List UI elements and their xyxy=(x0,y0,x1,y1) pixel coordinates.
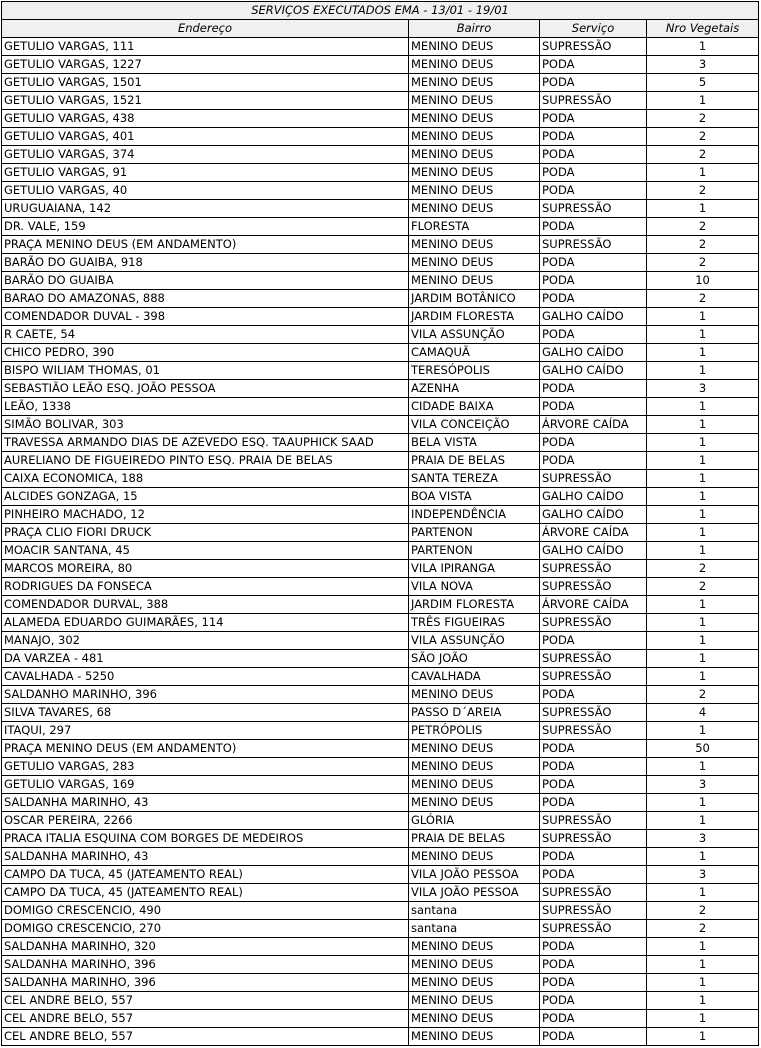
cell-bairro: INDEPENDÊNCIA xyxy=(409,506,540,524)
table-title: SERVIÇOS EXECUTADOS EMA - 13/01 - 19/01 xyxy=(2,2,759,20)
cell-bairro: SANTA TEREZA xyxy=(409,470,540,488)
cell-bairro: AZENHA xyxy=(409,380,540,398)
cell-servico: GALHO CAÍDO xyxy=(540,506,647,524)
cell-bairro: GLÓRIA xyxy=(409,812,540,830)
cell-servico: ÁRVORE CAÍDA xyxy=(540,596,647,614)
table-row xyxy=(2,686,759,704)
cell-servico: PODA xyxy=(540,776,647,794)
cell-endereco: MOACIR SANTANA, 45 xyxy=(2,542,409,560)
cell-endereco: SALDANHA MARINHO, 43 xyxy=(2,848,409,866)
table-row xyxy=(2,974,759,992)
cell-endereco: GETULIO VARGAS, 169 xyxy=(2,776,409,794)
table-row xyxy=(2,758,759,776)
cell-endereco: MARCOS MOREIRA, 80 xyxy=(2,560,409,578)
table-row xyxy=(2,506,759,524)
table-row xyxy=(2,542,759,560)
cell-bairro: santana xyxy=(409,902,540,920)
cell-servico: PODA xyxy=(540,254,647,272)
cell-bairro: PETRÓPOLIS xyxy=(409,722,540,740)
cell-endereco: CEL ANDRE BELO, 557 xyxy=(2,1028,409,1046)
table-row xyxy=(2,740,759,758)
cell-bairro: MENINO DEUS xyxy=(409,164,540,182)
table-row xyxy=(2,938,759,956)
cell-bairro: BOA VISTA xyxy=(409,488,540,506)
cell-nro-vegetais: 1 xyxy=(647,992,759,1010)
cell-endereco: SEBASTIÃO LEÃO ESQ. JOÃO PESSOA xyxy=(2,380,409,398)
cell-nro-vegetais: 2 xyxy=(647,686,759,704)
cell-nro-vegetais: 3 xyxy=(647,830,759,848)
cell-servico: PODA xyxy=(540,434,647,452)
cell-nro-vegetais: 3 xyxy=(647,380,759,398)
cell-nro-vegetais: 1 xyxy=(647,848,759,866)
cell-endereco: GETULIO VARGAS, 40 xyxy=(2,182,409,200)
cell-servico: PODA xyxy=(540,632,647,650)
cell-bairro: TRÊS FIGUEIRAS xyxy=(409,614,540,632)
cell-nro-vegetais: 1 xyxy=(647,416,759,434)
cell-endereco: CAIXA ECONOMICA, 188 xyxy=(2,470,409,488)
cell-nro-vegetais: 2 xyxy=(647,182,759,200)
column-header-bairro: Bairro xyxy=(409,20,540,38)
cell-servico: PODA xyxy=(540,182,647,200)
table-row xyxy=(2,668,759,686)
cell-bairro: MENINO DEUS xyxy=(409,272,540,290)
table-row xyxy=(2,470,759,488)
table-row xyxy=(2,362,759,380)
cell-bairro: MENINO DEUS xyxy=(409,974,540,992)
table-row xyxy=(2,884,759,902)
table-row xyxy=(2,848,759,866)
cell-nro-vegetais: 1 xyxy=(647,938,759,956)
cell-bairro: MENINO DEUS xyxy=(409,56,540,74)
cell-nro-vegetais: 1 xyxy=(647,650,759,668)
cell-bairro: VILA JOÃO PESSOA xyxy=(409,884,540,902)
cell-bairro: VILA NOVA xyxy=(409,578,540,596)
cell-endereco: BARAO DO AMAZONAS, 888 xyxy=(2,290,409,308)
table-row xyxy=(2,110,759,128)
cell-servico: PODA xyxy=(540,452,647,470)
cell-endereco: DOMIGO CRESCENCIO, 270 xyxy=(2,920,409,938)
cell-nro-vegetais: 1 xyxy=(647,1010,759,1028)
cell-nro-vegetais: 1 xyxy=(647,200,759,218)
cell-bairro: PRAIA DE BELAS xyxy=(409,830,540,848)
table-row xyxy=(2,308,759,326)
table-row xyxy=(2,416,759,434)
cell-endereco: GETULIO VARGAS, 1501 xyxy=(2,74,409,92)
cell-servico: ÁRVORE CAÍDA xyxy=(540,524,647,542)
table-row xyxy=(2,1010,759,1028)
table-row xyxy=(2,524,759,542)
cell-endereco: LEÃO, 1338 xyxy=(2,398,409,416)
cell-endereco: CEL ANDRE BELO, 557 xyxy=(2,992,409,1010)
services-table xyxy=(1,1,759,1046)
table-row xyxy=(2,614,759,632)
cell-bairro: MENINO DEUS xyxy=(409,992,540,1010)
cell-endereco: PINHEIRO MACHADO, 12 xyxy=(2,506,409,524)
cell-bairro: MENINO DEUS xyxy=(409,1010,540,1028)
cell-endereco: OSCAR PEREIRA, 2266 xyxy=(2,812,409,830)
cell-servico: SUPRESSÃO xyxy=(540,812,647,830)
cell-nro-vegetais: 3 xyxy=(647,866,759,884)
table-row xyxy=(2,812,759,830)
table-row xyxy=(2,218,759,236)
cell-servico: SUPRESSÃO xyxy=(540,614,647,632)
table-row xyxy=(2,128,759,146)
cell-endereco: SALDANHO MARINHO, 396 xyxy=(2,686,409,704)
cell-nro-vegetais: 10 xyxy=(647,272,759,290)
cell-endereco: SILVA TAVARES, 68 xyxy=(2,704,409,722)
table-row xyxy=(2,254,759,272)
cell-bairro: MENINO DEUS xyxy=(409,938,540,956)
cell-servico: GALHO CAÍDO xyxy=(540,362,647,380)
cell-endereco: BARÃO DO GUAIBA xyxy=(2,272,409,290)
column-header-servico: Serviço xyxy=(540,20,647,38)
table-row xyxy=(2,866,759,884)
cell-servico: PODA xyxy=(540,866,647,884)
cell-servico: PODA xyxy=(540,938,647,956)
cell-endereco: COMENDADOR DUVAL - 398 xyxy=(2,308,409,326)
table-row xyxy=(2,272,759,290)
table-row xyxy=(2,902,759,920)
cell-nro-vegetais: 1 xyxy=(647,344,759,362)
cell-nro-vegetais: 1 xyxy=(647,974,759,992)
cell-servico: PODA xyxy=(540,740,647,758)
table-row xyxy=(2,344,759,362)
column-header-endereco: Endereço xyxy=(2,20,409,38)
cell-bairro: MENINO DEUS xyxy=(409,110,540,128)
cell-bairro: MENINO DEUS xyxy=(409,254,540,272)
cell-servico: GALHO CAÍDO xyxy=(540,344,647,362)
cell-endereco: SALDANHA MARINHO, 396 xyxy=(2,956,409,974)
cell-servico: SUPRESSÃO xyxy=(540,704,647,722)
cell-bairro: PARTENON xyxy=(409,524,540,542)
cell-endereco: SALDANHA MARINHO, 320 xyxy=(2,938,409,956)
cell-endereco: ALCIDES GONZAGA, 15 xyxy=(2,488,409,506)
cell-endereco: DA VARZEA - 481 xyxy=(2,650,409,668)
cell-nro-vegetais: 2 xyxy=(647,578,759,596)
cell-servico: SUPRESSÃO xyxy=(540,884,647,902)
cell-endereco: MANAJO, 302 xyxy=(2,632,409,650)
cell-servico: PODA xyxy=(540,146,647,164)
cell-nro-vegetais: 1 xyxy=(647,758,759,776)
table-row xyxy=(2,560,759,578)
cell-nro-vegetais: 1 xyxy=(647,794,759,812)
table-row xyxy=(2,398,759,416)
table-row xyxy=(2,380,759,398)
cell-servico: PODA xyxy=(540,56,647,74)
cell-bairro: MENINO DEUS xyxy=(409,92,540,110)
table-row xyxy=(2,92,759,110)
cell-bairro: VILA CONCEIÇÃO xyxy=(409,416,540,434)
cell-bairro: MENINO DEUS xyxy=(409,128,540,146)
cell-endereco: CAVALHADA - 5250 xyxy=(2,668,409,686)
table-row xyxy=(2,704,759,722)
table-row xyxy=(2,38,759,56)
cell-bairro: VILA IPIRANGA xyxy=(409,560,540,578)
table-row xyxy=(2,650,759,668)
table-row xyxy=(2,326,759,344)
cell-endereco: BISPO WILIAM THOMAS, 01 xyxy=(2,362,409,380)
cell-nro-vegetais: 2 xyxy=(647,236,759,254)
cell-nro-vegetais: 1 xyxy=(647,542,759,560)
cell-servico: SUPRESSÃO xyxy=(540,470,647,488)
cell-nro-vegetais: 2 xyxy=(647,902,759,920)
cell-endereco: PRACA ITALIA ESQUINA COM BORGES DE MEDEIROS xyxy=(2,830,409,848)
cell-endereco: PRAÇA CLIO FIORI DRUCK xyxy=(2,524,409,542)
cell-bairro: MENINO DEUS xyxy=(409,74,540,92)
cell-servico: PODA xyxy=(540,974,647,992)
cell-endereco: CHICO PEDRO, 390 xyxy=(2,344,409,362)
cell-servico: PODA xyxy=(540,290,647,308)
cell-bairro: TERESÓPOLIS xyxy=(409,362,540,380)
cell-nro-vegetais: 2 xyxy=(647,146,759,164)
cell-nro-vegetais: 1 xyxy=(647,434,759,452)
cell-endereco: ITAQUI, 297 xyxy=(2,722,409,740)
cell-nro-vegetais: 2 xyxy=(647,254,759,272)
cell-bairro: MENINO DEUS xyxy=(409,182,540,200)
cell-nro-vegetais: 1 xyxy=(647,596,759,614)
cell-bairro: MENINO DEUS xyxy=(409,146,540,164)
table-row xyxy=(2,722,759,740)
table-row xyxy=(2,794,759,812)
table-row xyxy=(2,182,759,200)
cell-servico: ÁRVORE CAÍDA xyxy=(540,416,647,434)
table-body xyxy=(2,38,759,1046)
cell-servico: PODA xyxy=(540,1010,647,1028)
cell-nro-vegetais: 1 xyxy=(647,470,759,488)
cell-servico: SUPRESSÃO xyxy=(540,200,647,218)
table-row xyxy=(2,776,759,794)
cell-nro-vegetais: 5 xyxy=(647,74,759,92)
cell-nro-vegetais: 2 xyxy=(647,110,759,128)
cell-nro-vegetais: 1 xyxy=(647,614,759,632)
cell-servico: PODA xyxy=(540,164,647,182)
cell-endereco: CAMPO DA TUCA, 45 (JATEAMENTO REAL) xyxy=(2,866,409,884)
cell-bairro: JARDIM BOTÂNICO xyxy=(409,290,540,308)
cell-nro-vegetais: 2 xyxy=(647,128,759,146)
cell-bairro: santana xyxy=(409,920,540,938)
cell-bairro: JARDIM FLORESTA xyxy=(409,308,540,326)
cell-servico: PODA xyxy=(540,686,647,704)
cell-servico: SUPRESSÃO xyxy=(540,236,647,254)
table-row xyxy=(2,56,759,74)
table-row xyxy=(2,596,759,614)
table-row xyxy=(2,578,759,596)
cell-bairro: BELA VISTA xyxy=(409,434,540,452)
cell-endereco: COMENDADOR DURVAL, 388 xyxy=(2,596,409,614)
cell-nro-vegetais: 1 xyxy=(647,506,759,524)
cell-bairro: MENINO DEUS xyxy=(409,776,540,794)
cell-servico: PODA xyxy=(540,218,647,236)
cell-endereco: SIMÃO BOLIVAR, 303 xyxy=(2,416,409,434)
cell-endereco: CAMPO DA TUCA, 45 (JATEAMENTO REAL) xyxy=(2,884,409,902)
cell-bairro: CAVALHADA xyxy=(409,668,540,686)
cell-servico: SUPRESSÃO xyxy=(540,560,647,578)
cell-servico: PODA xyxy=(540,992,647,1010)
cell-nro-vegetais: 1 xyxy=(647,956,759,974)
cell-bairro: MENINO DEUS xyxy=(409,956,540,974)
cell-servico: SUPRESSÃO xyxy=(540,650,647,668)
cell-bairro: MENINO DEUS xyxy=(409,1028,540,1046)
table-row xyxy=(2,290,759,308)
cell-servico: PODA xyxy=(540,398,647,416)
cell-bairro: CIDADE BAIXA xyxy=(409,398,540,416)
cell-bairro: MENINO DEUS xyxy=(409,38,540,56)
cell-servico: PODA xyxy=(540,74,647,92)
cell-endereco: SALDANHA MARINHO, 43 xyxy=(2,794,409,812)
cell-nro-vegetais: 2 xyxy=(647,218,759,236)
cell-endereco: AURELIANO DE FIGUEIREDO PINTO ESQ. PRAIA DE BELAS xyxy=(2,452,409,470)
cell-endereco: GETULIO VARGAS, 1227 xyxy=(2,56,409,74)
cell-nro-vegetais: 3 xyxy=(647,776,759,794)
cell-nro-vegetais: 3 xyxy=(647,56,759,74)
cell-endereco: R CAETE, 54 xyxy=(2,326,409,344)
cell-endereco: BARÃO DO GUAIBA, 918 xyxy=(2,254,409,272)
cell-endereco: CEL ANDRE BELO, 557 xyxy=(2,1010,409,1028)
cell-nro-vegetais: 4 xyxy=(647,704,759,722)
cell-bairro: JARDIM FLORESTA xyxy=(409,596,540,614)
table-row xyxy=(2,920,759,938)
cell-bairro: MENINO DEUS xyxy=(409,686,540,704)
table-row xyxy=(2,146,759,164)
cell-nro-vegetais: 1 xyxy=(647,812,759,830)
cell-endereco: RODRIGUES DA FONSECA xyxy=(2,578,409,596)
cell-bairro: MENINO DEUS xyxy=(409,758,540,776)
cell-bairro: PRAIA DE BELAS xyxy=(409,452,540,470)
cell-endereco: DOMIGO CRESCENCIO, 490 xyxy=(2,902,409,920)
cell-endereco: SALDANHA MARINHO, 396 xyxy=(2,974,409,992)
table-row xyxy=(2,452,759,470)
cell-nro-vegetais: 1 xyxy=(647,38,759,56)
cell-nro-vegetais: 2 xyxy=(647,290,759,308)
cell-nro-vegetais: 1 xyxy=(647,164,759,182)
cell-endereco: ALAMEDA EDUARDO GUIMARÃES, 114 xyxy=(2,614,409,632)
cell-nro-vegetais: 1 xyxy=(647,668,759,686)
table-row xyxy=(2,200,759,218)
cell-servico: PODA xyxy=(540,794,647,812)
table-row xyxy=(2,236,759,254)
cell-servico: SUPRESSÃO xyxy=(540,668,647,686)
cell-nro-vegetais: 1 xyxy=(647,398,759,416)
cell-nro-vegetais: 1 xyxy=(647,884,759,902)
column-header-nro-vegetais: Nro Vegetais xyxy=(647,20,759,38)
cell-endereco: GETULIO VARGAS, 91 xyxy=(2,164,409,182)
cell-nro-vegetais: 1 xyxy=(647,722,759,740)
cell-bairro: MENINO DEUS xyxy=(409,848,540,866)
cell-nro-vegetais: 1 xyxy=(647,452,759,470)
cell-nro-vegetais: 1 xyxy=(647,524,759,542)
cell-endereco: GETULIO VARGAS, 283 xyxy=(2,758,409,776)
cell-bairro: VILA ASSUNÇÃO xyxy=(409,326,540,344)
cell-servico: SUPRESSÃO xyxy=(540,920,647,938)
cell-servico: SUPRESSÃO xyxy=(540,902,647,920)
cell-servico: PODA xyxy=(540,272,647,290)
cell-bairro: MENINO DEUS xyxy=(409,236,540,254)
cell-endereco: PRAÇA MENINO DEUS (EM ANDAMENTO) xyxy=(2,236,409,254)
cell-endereco: TRAVESSA ARMANDO DIAS DE AZEVEDO ESQ. TAAUPHICK SAAD xyxy=(2,434,409,452)
cell-endereco: DR. VALE, 159 xyxy=(2,218,409,236)
cell-servico: SUPRESSÃO xyxy=(540,578,647,596)
cell-bairro: MENINO DEUS xyxy=(409,794,540,812)
cell-servico: GALHO CAÍDO xyxy=(540,542,647,560)
cell-servico: SUPRESSÃO xyxy=(540,830,647,848)
cell-nro-vegetais: 1 xyxy=(647,488,759,506)
cell-servico: PODA xyxy=(540,128,647,146)
cell-servico: PODA xyxy=(540,326,647,344)
table-row xyxy=(2,74,759,92)
table-row xyxy=(2,632,759,650)
cell-bairro: CAMAQUÃ xyxy=(409,344,540,362)
table-row xyxy=(2,956,759,974)
cell-nro-vegetais: 1 xyxy=(647,308,759,326)
cell-servico: PODA xyxy=(540,1028,647,1046)
table-row xyxy=(2,1028,759,1046)
cell-bairro: MENINO DEUS xyxy=(409,740,540,758)
cell-servico: SUPRESSÃO xyxy=(540,722,647,740)
cell-servico: PODA xyxy=(540,758,647,776)
cell-bairro: SÃO JOÃO xyxy=(409,650,540,668)
cell-bairro: PARTENON xyxy=(409,542,540,560)
cell-servico: GALHO CAÍDO xyxy=(540,488,647,506)
cell-nro-vegetais: 2 xyxy=(647,560,759,578)
cell-nro-vegetais: 1 xyxy=(647,1028,759,1046)
cell-endereco: PRAÇA MENINO DEUS (EM ANDAMENTO) xyxy=(2,740,409,758)
table-row xyxy=(2,488,759,506)
cell-nro-vegetais: 1 xyxy=(647,92,759,110)
cell-endereco: GETULIO VARGAS, 1521 xyxy=(2,92,409,110)
cell-servico: PODA xyxy=(540,380,647,398)
cell-nro-vegetais: 50 xyxy=(647,740,759,758)
table-row xyxy=(2,992,759,1010)
cell-servico: PODA xyxy=(540,848,647,866)
cell-bairro: VILA JOÃO PESSOA xyxy=(409,866,540,884)
cell-servico: PODA xyxy=(540,956,647,974)
cell-endereco: GETULIO VARGAS, 438 xyxy=(2,110,409,128)
cell-endereco: GETULIO VARGAS, 111 xyxy=(2,38,409,56)
cell-endereco: URUGUAIANA, 142 xyxy=(2,200,409,218)
cell-servico: SUPRESSÃO xyxy=(540,38,647,56)
table-row xyxy=(2,434,759,452)
cell-servico: GALHO CAÍDO xyxy=(540,308,647,326)
cell-endereco: GETULIO VARGAS, 401 xyxy=(2,128,409,146)
cell-bairro: MENINO DEUS xyxy=(409,200,540,218)
cell-servico: PODA xyxy=(540,110,647,128)
cell-nro-vegetais: 2 xyxy=(647,920,759,938)
cell-nro-vegetais: 1 xyxy=(647,362,759,380)
cell-servico: SUPRESSÃO xyxy=(540,92,647,110)
cell-bairro: FLORESTA xyxy=(409,218,540,236)
cell-endereco: GETULIO VARGAS, 374 xyxy=(2,146,409,164)
cell-bairro: VILA ASSUNÇÃO xyxy=(409,632,540,650)
cell-nro-vegetais: 1 xyxy=(647,326,759,344)
table-row xyxy=(2,830,759,848)
cell-bairro: PASSO D´AREIA xyxy=(409,704,540,722)
table-row xyxy=(2,164,759,182)
cell-nro-vegetais: 1 xyxy=(647,632,759,650)
